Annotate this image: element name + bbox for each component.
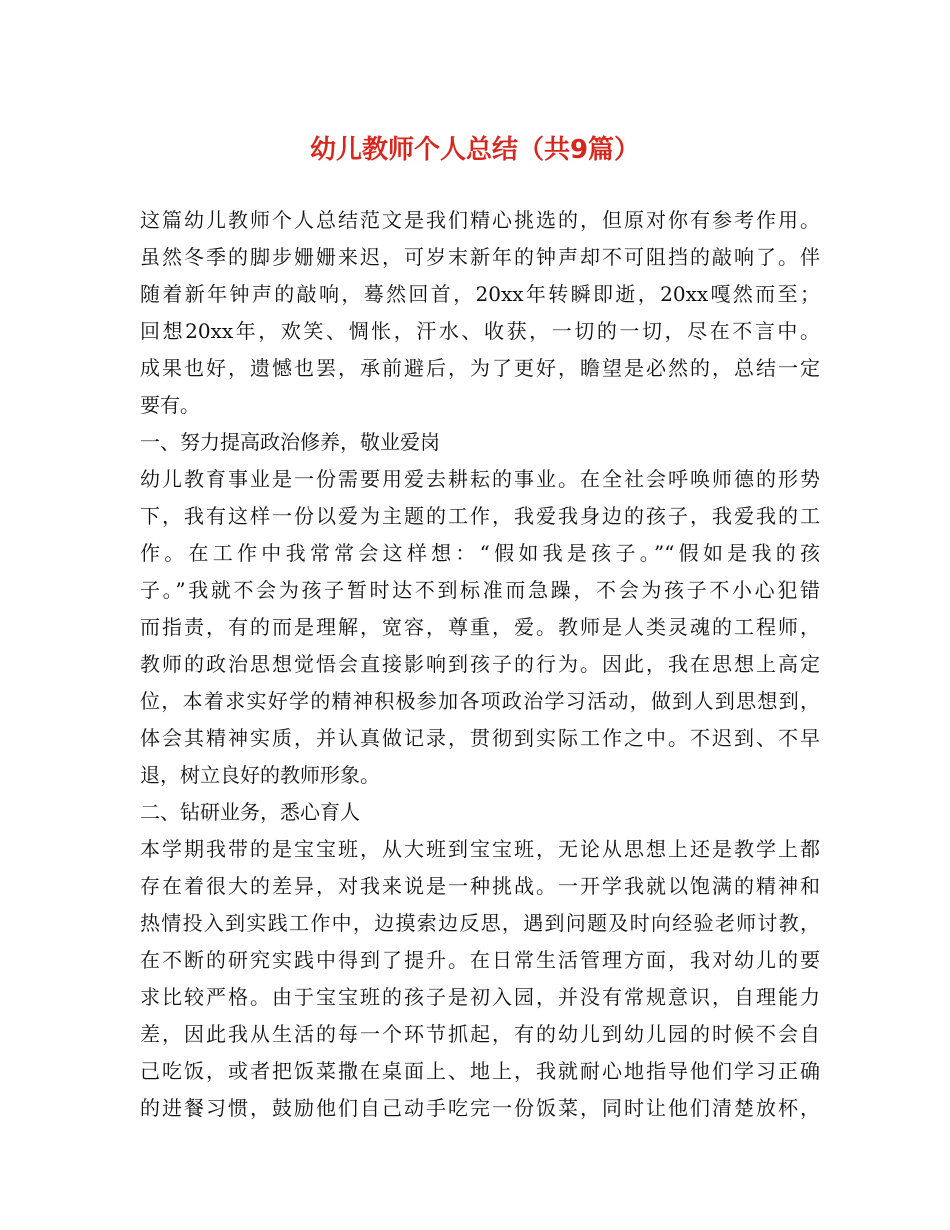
paragraph-line: 的进餐习惯，鼓励他们自己动手吃完一份饭菜，同时让他们清楚放杯， [140, 1096, 820, 1120]
paragraph-line: 己吃饭，或者把饭菜撒在桌面上、地上，我就耐心地指导他们学习正确 [140, 1059, 820, 1083]
paragraph-line-end: 退，树立良好的教师形象。 [140, 763, 380, 787]
paragraph-line: 热情投入到实践工作中，边摸索边反思，遇到问题及时向经验老师讨教， [140, 911, 820, 935]
document-title: 幼儿教师个人总结（共9篇） [309, 135, 641, 165]
paragraph-line: 幼儿教育事业是一份需要用爱去耕耘的事业。在全社会呼唤师德的形势 [140, 467, 820, 491]
paragraph-line: 教师的政治思想觉悟会直接影响到孩子的行为。因此，我在思想上高定 [140, 652, 820, 676]
paragraph-line: 成果也好，遗憾也罢，承前避后，为了更好，瞻望是必然的，总结一定 [140, 356, 820, 380]
paragraph-line: 随着新年钟声的敲响，蓦然回首，20xx年转瞬即逝，20xx嘎然而至； [140, 282, 820, 306]
paragraph-line: 差，因此我从生活的每一个环节抓起，有的幼儿到幼儿园的时候不会自 [140, 1022, 820, 1046]
paragraph-line: 本学期我带的是宝宝班，从大班到宝宝班，无论从思想上还是教学上都 [140, 837, 820, 861]
paragraph-line: 虽然冬季的脚步姗姗来迟，可岁末新年的钟声却不可阻挡的敲响了。伴 [140, 245, 820, 269]
paragraph-line: 下，我有这样一份以爱为主题的工作，我爱我身边的孩子，我爱我的工 [140, 504, 820, 528]
paragraph-line: 在不断的研究实践中得到了提升。在日常生活管理方面，我对幼儿的要 [140, 948, 820, 972]
paragraph-line: 体会其精神实质，并认真做记录，贯彻到实际工作之中。不迟到、不早 [140, 726, 820, 750]
paragraph-line: 回想20xx年，欢笑、惆怅，汗水、收获，一切的一切，尽在不言中。 [140, 319, 820, 343]
paragraph-line: 求比较严格。由于宝宝班的孩子是初入园，并没有常规意识，自理能力 [140, 985, 820, 1009]
document-body [140, 202, 820, 1127]
paragraph-line: 子。”我就不会为孩子暂时达不到标准而急躁，不会为孩子不小心犯错 [140, 578, 820, 602]
paragraph-line: 作。在工作中我常常会这样想：“假如我是孩子。”“假如是我的孩 [140, 541, 820, 565]
paragraph-line: 存在着很大的差异，对我来说是一种挑战。一开学我就以饱满的精神和 [140, 874, 820, 898]
paragraph-line-end: 二、钻研业务，悉心育人 [140, 800, 360, 824]
paragraph-line: 这篇幼儿教师个人总结范文是我们精心挑选的，但原对你有参考作用。 [140, 208, 820, 232]
paragraph-line-end: 要有。 [140, 393, 200, 417]
paragraph-line-end: 一、努力提高政治修养，敬业爱岗 [140, 430, 440, 454]
paragraph-line: 而指责，有的而是理解，宽容，尊重，爱。教师是人类灵魂的工程师， [140, 615, 820, 639]
paragraph-line: 位，本着求实好学的精神积极参加各项政治学习活动，做到人到思想到， [140, 689, 820, 713]
